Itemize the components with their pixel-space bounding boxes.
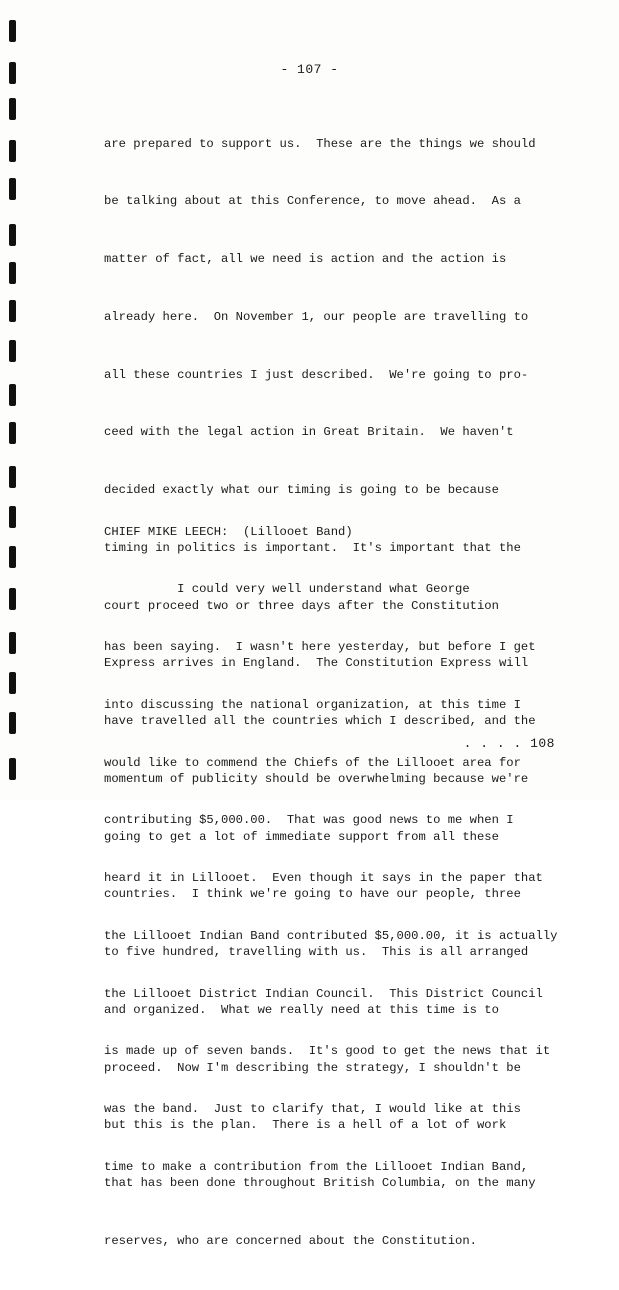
binding-hole: [9, 632, 16, 654]
text-line: that has been done throughout British Columbia, on the many: [104, 1176, 536, 1190]
text-line: be talking about at this Conference, to move ahead. As a: [104, 194, 521, 209]
binding-hole: [9, 758, 16, 780]
text-line: Express arrives in England. The Constitution Express will: [104, 656, 529, 671]
text-line: already here. On November 1, our people are travelling to: [104, 309, 529, 324]
text-line: all these countries I just described. We're going to pro-: [104, 367, 529, 382]
text-line: matter of fact, all we need is action and the action is: [104, 252, 507, 266]
binding-hole: [9, 98, 16, 120]
binding-hole: [9, 466, 16, 488]
binding-hole: [9, 340, 16, 362]
text-line: proceed. Now I'm describing the strategy, I shouldn't be: [104, 1060, 521, 1075]
text-line: has been saying. I wasn't here yesterday, but before I get: [104, 640, 536, 654]
binding-hole: [9, 300, 16, 322]
binding-hole: [9, 588, 16, 610]
text-line: would like to commend the Chiefs of the Lillooet area for: [104, 755, 521, 770]
continuation-marker: . . . . 108: [463, 736, 555, 751]
binding-hole: [9, 262, 16, 284]
text-line: I could very well understand what George: [104, 582, 470, 597]
speaker-section: [104, 484, 574, 1216]
text-line: court proceed two or three days after the Constitution: [104, 598, 499, 613]
text-line: have travelled all the countries which I described, and the: [104, 714, 536, 728]
binding-hole: [9, 506, 16, 528]
text-line: time to make a contribution from the Lillooet Indian Band,: [104, 1159, 529, 1174]
text-line: are prepared to support us. These are the things we should: [104, 136, 536, 151]
text-line: timing in politics is important. It's important that the: [104, 540, 521, 555]
text-line: and organized. What we really need at this time is to: [104, 1002, 499, 1017]
binding-hole: [9, 672, 16, 694]
text-line: going to get a lot of immediate support from all these: [104, 829, 499, 844]
text-line: is made up of seven bands. It's good to get the news that it: [104, 1044, 551, 1059]
text-line: the Lillooet District Indian Council. This District Council: [104, 986, 543, 1001]
binding-hole: [9, 546, 16, 568]
binding-hole: [9, 178, 16, 200]
binding-hole: [9, 422, 16, 444]
text-line: into discussing the national organization, at this time I: [104, 697, 521, 712]
text-line: to five hundred, travelling with us. This is all arranged: [104, 945, 529, 959]
text-line: countries. I think we're going to have our people, three: [104, 887, 521, 902]
text-line: contributing $5,000.00. That was good news to me when I: [104, 813, 514, 828]
binding-hole: [9, 224, 16, 246]
text-line: heard it in Lillooet. Even though it says in the paper that: [104, 871, 543, 885]
text-line: was the band. Just to clarify that, I would like at this: [104, 1102, 521, 1116]
text-line: ceed with the legal action in Great Britain. We haven't: [104, 425, 514, 440]
binding-hole: [9, 140, 16, 162]
text-line: but this is the plan. There is a hell of a lot of work: [104, 1118, 507, 1133]
binding-hole: [9, 20, 16, 42]
speaker-heading: CHIEF MIKE LEECH: (Lillooet Band): [104, 524, 353, 539]
binding-hole: [9, 712, 16, 734]
binding-holes: [0, 0, 30, 800]
text-line: reserves, who are concerned about the Constitution.: [104, 1233, 477, 1248]
text-line: decided exactly what our timing is going to be because: [104, 483, 499, 497]
text-line: the Lillooet Indian Band contributed $5,000.00, it is actually: [104, 928, 558, 943]
page-number: - 107 -: [280, 62, 339, 77]
binding-hole: [9, 384, 16, 406]
text-line: momentum of publicity should be overwhelming because we're: [104, 771, 529, 786]
